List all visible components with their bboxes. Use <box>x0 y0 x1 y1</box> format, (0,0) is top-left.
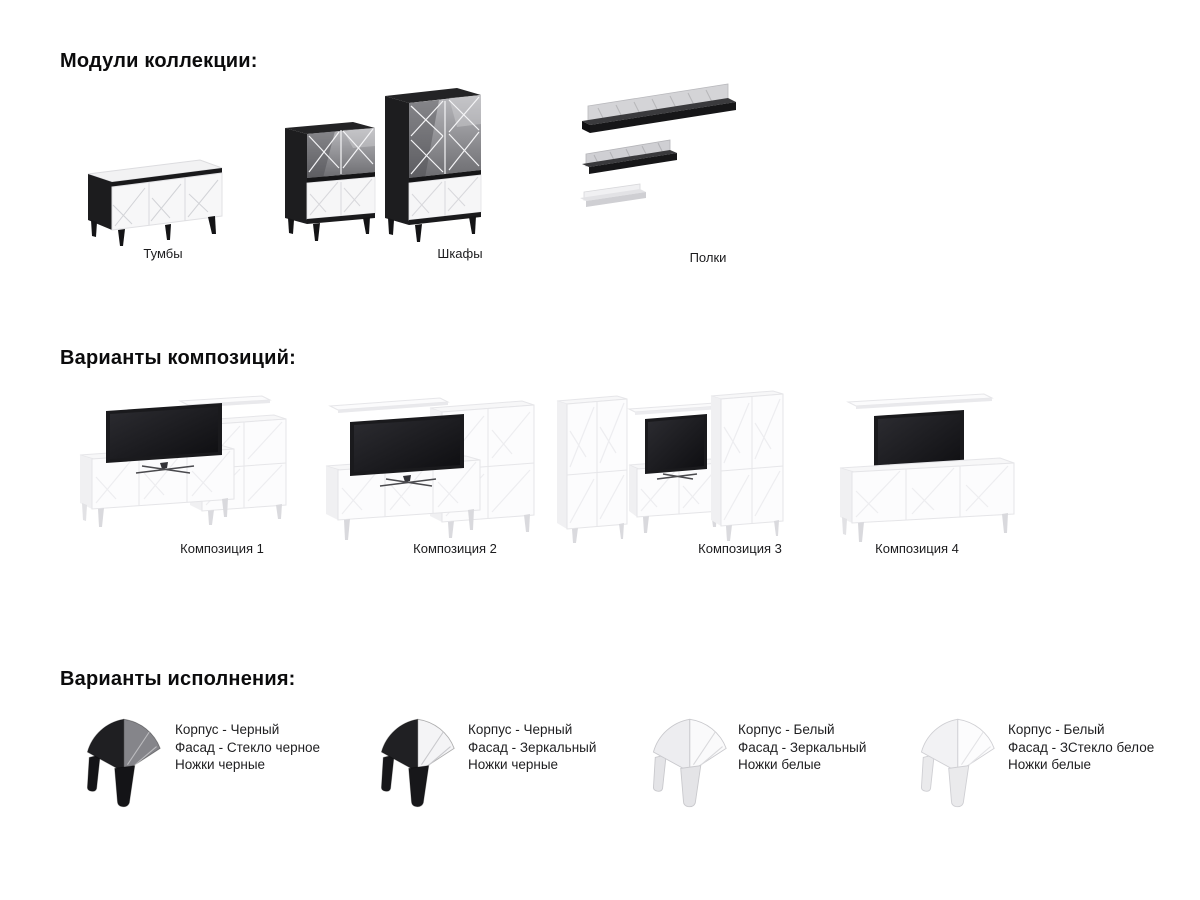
compositions-section-title: Варианты композиций: <box>60 347 297 369</box>
finish-1-legs-text: Ножки черные <box>175 757 266 772</box>
modules-section-title: Модули коллекции: <box>60 50 258 72</box>
bridge-shelf-icon <box>629 403 721 415</box>
cabinets-module-label: Шкафы <box>437 246 483 261</box>
composition-1-image <box>72 393 304 545</box>
finish-swatch-white-mirror <box>642 712 734 812</box>
finish-swatch-black-blackglass <box>76 712 168 812</box>
finish-2-facade-text: Фасад - Зеркальный <box>468 739 597 755</box>
composition-3-image <box>553 383 793 548</box>
tv-icon <box>645 414 707 479</box>
shelves-module-image <box>578 80 738 212</box>
tv-stand-module-label: Тумбы <box>143 246 183 261</box>
tv-stand-module-image <box>82 150 237 250</box>
wall-shelf-icon <box>848 394 992 409</box>
finish-2-legs-text: Ножки черные <box>468 757 559 772</box>
tv-stand-icon <box>840 458 1014 542</box>
finish-4-legs-text: Ножки белые <box>1008 757 1092 772</box>
finish-1-body-text: Корпус - Черный <box>175 722 280 737</box>
left-tall-cabinet-icon <box>557 396 627 543</box>
finish-4-facade-text: Фасад - ЗСтекло белое <box>1008 739 1155 755</box>
composition-4-image <box>818 390 1030 548</box>
shelves-module-label: Полки <box>689 250 727 265</box>
composition-4-label: Композиция 4 <box>875 541 959 556</box>
finish-1-facade-text: Фасад - Стекло черное <box>175 739 321 755</box>
composition-2-image <box>322 390 547 548</box>
finish-2-body-text: Корпус - Черный <box>468 722 573 737</box>
composition-2-label: Композиция 2 <box>413 541 497 556</box>
finish-3-legs-text: Ножки белые <box>738 757 822 772</box>
finish-swatch-black-mirror <box>370 712 462 812</box>
composition-1-label: Композиция 1 <box>180 541 264 556</box>
finish-3-facade-text: Фасад - Зеркальный <box>738 739 867 755</box>
composition-3-label: Композиция 3 <box>698 541 782 556</box>
finish-swatch-white-whiteglass <box>910 712 1002 812</box>
finishes-section-title: Варианты исполнения: <box>60 668 296 690</box>
finish-4-body-text: Корпус - Белый <box>1008 722 1105 737</box>
cabinets-module-image <box>283 84 493 246</box>
finish-3-body-text: Корпус - Белый <box>738 722 835 737</box>
right-tall-cabinet-icon <box>711 391 783 541</box>
